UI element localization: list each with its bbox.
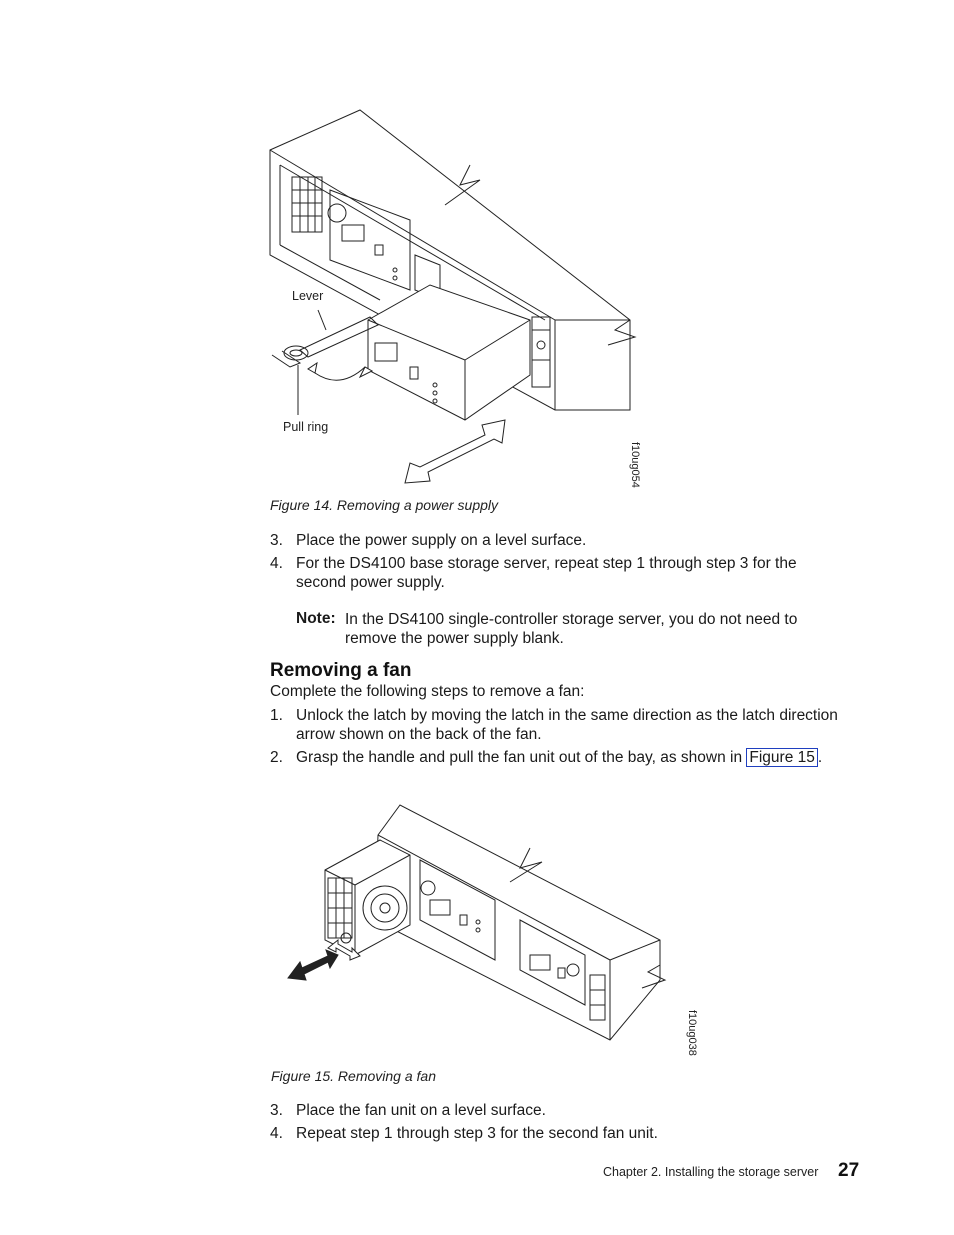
section-heading: Removing a fan [270,660,412,681]
figure-14-id: f10ug054 [629,442,641,488]
step-number: 4. [270,555,283,572]
figure-15-link[interactable]: Figure 15 [746,748,817,767]
figure-15-illustration [280,800,680,1050]
step-number: 3. [270,532,283,549]
step-text: Unlock the latch by moving the latch in the same direction as the latch direction arrow shown on the back of the fan. [296,707,838,743]
section-intro: Complete the following steps to remove a fan: [270,683,585,700]
step-number: 1. [270,707,283,724]
fan-removal-drawing [280,800,680,1050]
step-number: 3. [270,1102,283,1119]
step-text: Repeat step 1 through step 3 for the second fan unit. [296,1125,658,1142]
step-text [296,748,896,767]
note-text: In the DS4100 single-controller storage server, you do not need to remove the power supply blank. [345,611,798,647]
note-label: Note: [296,610,336,627]
page-number: 27 [838,1160,860,1181]
lever-label: Lever [292,289,324,303]
figure-14-caption: Figure 14. Removing a power supply [270,497,499,513]
figure-15-id: f10ug038 [686,1010,698,1056]
step-text: Place the power supply on a level surface. [296,532,587,549]
step-text-before: Grasp the handle and pull the fan unit out of the bay, as shown in [296,749,743,766]
step-text-after: . [817,749,823,766]
step-text: Place the fan unit on a level surface. [296,1102,546,1119]
step-number: 4. [270,1125,283,1142]
step-text: For the DS4100 base storage server, repeat step 1 through step 3 for the second power supply. [296,555,797,591]
pull-ring-label: Pull ring [283,420,329,434]
figure-15-caption: Figure 15. Removing a fan [271,1068,436,1084]
footer-chapter: Chapter 2. Installing the storage server [603,1165,819,1179]
step-number: 2. [270,749,283,766]
